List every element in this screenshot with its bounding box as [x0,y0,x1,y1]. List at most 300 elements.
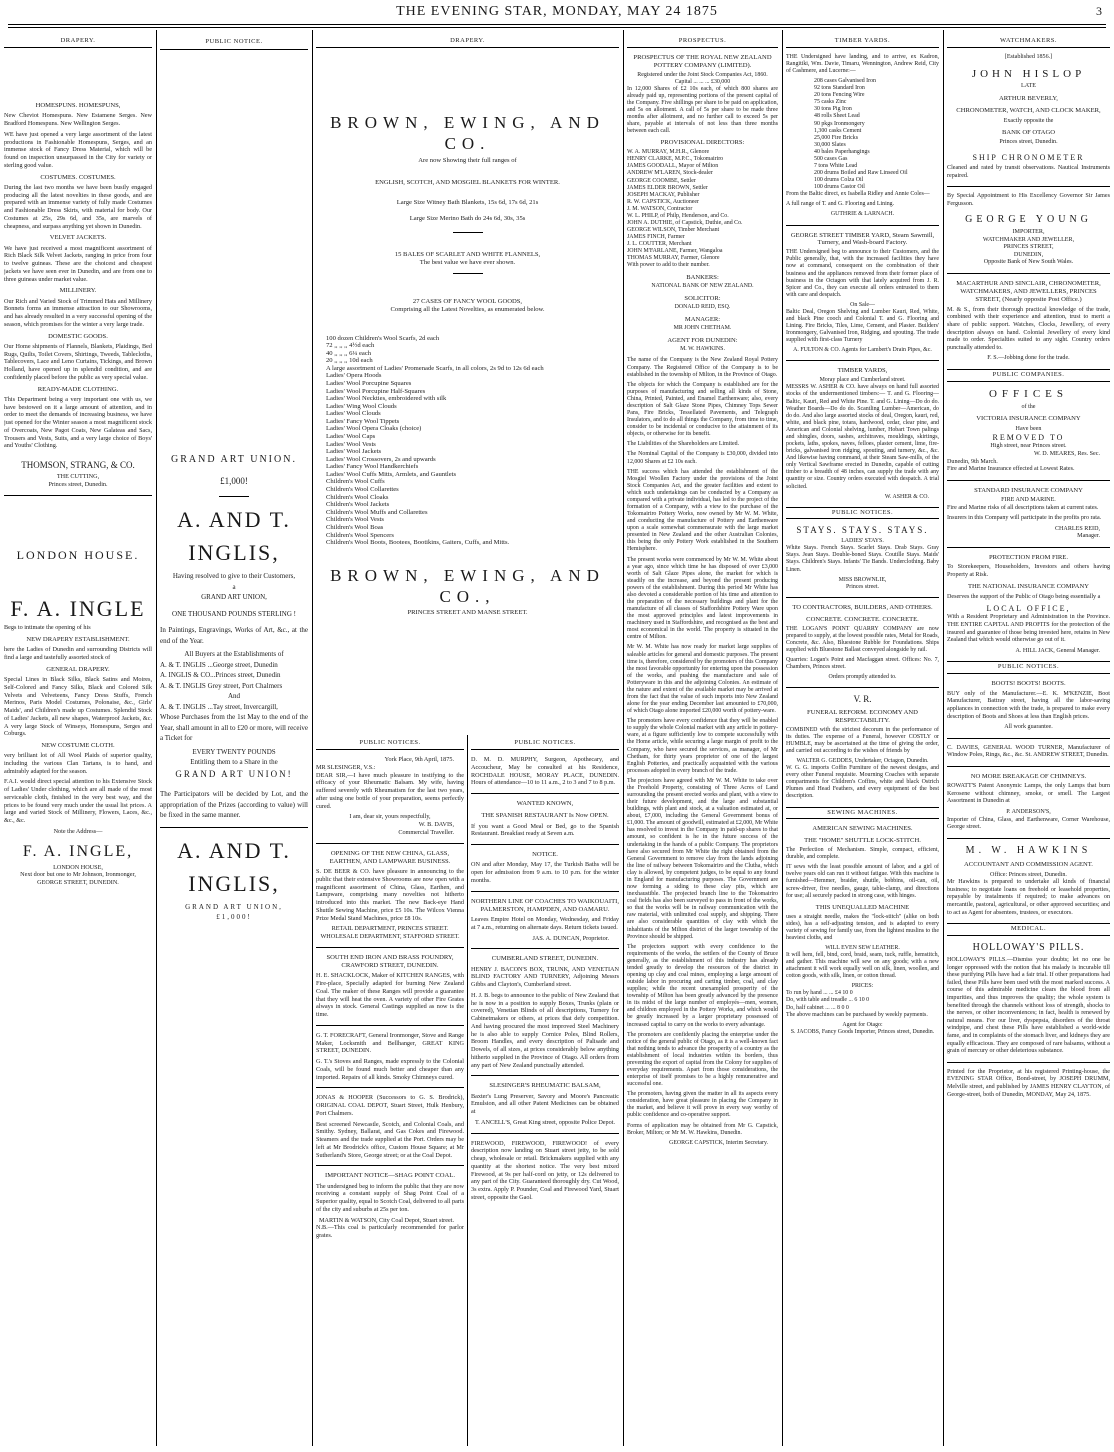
ad-body: G. T.'s Stoves and Ranges, made expressly to the Colonial Coals, will be found much better and cheaper than any imported. Repairs of all kinds. Smoky Chimneys cured. [316,1058,464,1081]
ad-line: MR SLESINGER, V.S.: [316,763,376,771]
ad-title: 15 BALES OF SCARLET AND WHITE FLANNELS, [394,250,541,258]
ad-signature: JAS. A. DUNCAN, Proprietor. [532,934,609,942]
prospectus-paragraph: The promoters have every confidence that they will be enabled to supply the whole Colonial market with any article in pottery-ware, at a figure sufficiently low to compete successfully with the Home article, while securing a large margin of profit to the Company, who have secured the services, as manager, of Mr Chetham, for thirty years proprietor of one of the largest English Potteries, and practically acquainted with the various processes adopted in every branch of the trade. [627,718,778,774]
wool-goods-item: Ladies' Wool Jackets [326,448,382,456]
director-item: JOSEPH MACKAY, Publisher [627,191,700,198]
ad-body: To Storekeepers, Householders, Investors and others having Property at Risk. [947,564,1110,578]
ad-body: F.A.I. would direct special attention to his Extensive Stock of Ladies' Under clothing, which are all made of the most serviceable cloth, finished in the very best way, and the prices to be found very much under the usual list prices. A large and varied Stock of Millinery, Flowers, Laces, &c., &c., &c. [4,778,152,825]
column-divider [312,30,313,1446]
landing-item: 40 bales Paperhangings [814,148,870,155]
ad-title: AMERICAN SEWING MACHINES. [812,825,913,833]
column-drapery [4,36,152,1446]
ad-line: Large Size Merino Bath do 24s 6d, 30s, 35s [409,215,526,223]
ad-title: NO MORE BREAKAGE OF CHIMNEYS. [970,772,1087,780]
ad-title: MANAGER: [684,315,721,323]
ad-body: If you want a Good Meal or Bed, go to the Spanish Restaurant. Breakfast ready at Seven a.m. [471,822,619,838]
wool-goods-item: Children's Wool Cuffs [326,478,385,486]
wool-goods-item: 100 dozen Children's Wool Scarfs, 2d each [326,334,440,342]
ad-line: Princes street, Dunedin. [48,481,108,489]
ad-line: [Established 1856.] [1004,54,1053,61]
ad-line: Opposite Bank of New South Wales. [983,259,1074,266]
ad-title: AGENT FOR DUNEDIN: [667,336,738,344]
ad-body: M. & S., from their thorough practical knowledge of the trade, combined with their experience and attention, trust to merit a share of public support. Watches, Clocks, Jewellery, of every description always on hand. Colonial Jewellery of every kind made to order. Specialties suited to any sight. Country orders punctually attended to. [947,306,1110,351]
ad-line: Commercial Traveller. [398,828,454,836]
ad-title: GEORGE STREET TIMBER YARD, Steam Sawmill, Turnery, and Wash-board Factory. [790,231,935,247]
ad-line: IMPORTER, [1012,228,1045,235]
ad-title: COSTUMES. COSTUMES. [40,173,116,181]
ad-line: GEORGE STREET, DUNEDIN. [37,879,119,887]
ad-body: From the Baltic direct, ex Isabella Ridley and Annie Coles— [786,191,930,198]
ad-body: H. J. B. begs to announce to the public of New Zealand that he is now in a position to supply Boxes, Trunks (plain or covered), Venetian Blinds of all descriptions, Turnery for Cabinetmakers or others, at prices that defy competition. And having procured the most improved Steel Machinery he is also able to supply Cornice Poles, Blind Rollers, Broom Handles, and every description of Palisade and Dowels, of all sizes, at prices considerably below anything hitherto supplied in the Province of Otago. All orders from any part of New Zealand punctually attended. [471,991,619,1069]
prospectus-paragraph: The name of the Company is the New Zealand Royal Pottery Company. The Registered Office of the Company is to be established in the township of Milton, in the Province of Otago. [627,357,778,378]
column-watchmakers [947,36,1110,1446]
ad-title: PROTECTION FROM FIRE. [989,554,1068,562]
landing-item: 7 tons White Lead [814,162,858,169]
ad-title: CONCRETE. CONCRETE. CONCRETE. [806,615,919,623]
ad-body: Cleaned and rated by transit observations. Nautical Instruments repaired. [947,165,1110,179]
ad-body: Baxter's Lung Preserver, Savory and Moore's Pancreatic Emulsion, and all other Patent Medicines can be obtained at [471,1092,619,1116]
ad-line: Exactly opposite the [1003,117,1054,124]
ad-line: Having resolved to give to their Customers, [172,572,296,581]
ad-title: DOMESTIC GOODS. [48,332,108,340]
wool-goods-item: Ladies' Wool Vests [326,440,376,448]
royal-cipher: V. R. [853,694,872,705]
ad-body: THE Undersigned beg to announce to their Customers, and the Public generally, that, with the increased facilities they have now at command, consequent on the combination of their business and the appliances removed from their former place of business in the Octagon with that lately acquired from J. R. Spicer and Co., they can execute all orders entrusted to them with care and despatch. [786,249,939,298]
ad-line: Capital ... ... ... £30,000 [674,78,731,85]
ad-signature: CHARLES REID, [1054,525,1100,532]
ad-signature: P. ANDERSON'S, [1006,809,1051,816]
ad-title: GENERAL DRAPERY. [46,665,110,673]
ad-body: THE LOGAN'S POINT QUARRY COMPANY are now prepared to supply, at the lowest possible rates, Metal for Roads, Concrete, &c. Also, Bluestone Rubble for Foundations. Ships supplied with Bluestone Ballast conveyed alongside by rail. [786,625,939,653]
prospectus-paragraph: The promoters, having given the matter in all its aspects every consideration, have great pleasure in placing the Company in the market, and believe it will prove in every way worthy of public confidence and co-operative support. [627,1091,778,1119]
ad-title: READY-MADE CLOTHING. [37,385,119,393]
ad-line: DONALD REID, ESQ. [674,304,731,311]
wool-goods-item: 40 ,, ,, ,, 6¼ each [326,349,372,357]
ad-body: A full range of T. and G. Flooring and Lining. [786,201,895,208]
wool-goods-item: Children's Wool Muffs and Collarettes [326,508,428,516]
advertiser-name: BROWN, EWING, AND CO. [330,113,605,154]
ad-body: JONAS & HOOPER (Successors to G. S. Brodrick), ORIGINAL COAL DEPOT, Stuart Street, Hulk Henbury, Port Chalmers. [316,1094,464,1117]
ad-line: LATE [1021,83,1036,90]
price-item: Do, half cabinet ... ... 8 0 0 [786,1004,849,1011]
ad-body: Leaves Empire Hotel on Monday, Wednesday, and Friday at 7 a.m., returning on alternate days. Return tickets issued. [471,916,619,931]
director-item: JAMES FINCH, Farmer [627,234,685,241]
ad-body: The Participators will be decided by Lot, and the appropriation of the Prizes (according to value) will be fixed in the same manner. [160,790,308,820]
ad-title: VICTORIA INSURANCE COMPANY [976,415,1081,423]
ad-title: SLESINGER'S RHEUMATIC BALSAM, [489,1082,601,1090]
masthead [8,0,1106,34]
wool-goods-item: 72 ,, ,, ,, 4½d each [326,342,375,350]
column-public-notices-a [316,738,464,1446]
ad-title: BANK OF OTAGO [1002,129,1055,137]
ad-body: IT sews with the least possible amount of labor, and a girl of twelve years old can run it without fatigue. With this machine is furnished—Hemmer, braider, shuttle, bobbins, oil-can, oil, screw-driver, five needles, gauge, table-clamp, and directions for use; all securely packed in strong case, with hinges. [786,864,939,899]
ad-body: Baltic Deal, Oregon Shelving and Lumber Kauri, Red, White, and black Pine cooch and Colonial T. and G. Flooring and Lining. Fire Bricks, Tiles, Lime, Cement, and Plaster. Builders' Ironmongery, Galvanised Iron, Ridging, and spouting. The trade supplied with first-class Turnery [786,308,939,344]
wool-goods-item: Ladies' Wool Cuffs Mitts, Armlets, and Gauntlets [326,470,457,478]
landing-item: 30,000 Slates [814,141,846,148]
ad-line: A. & T. INGLIS ...Tay street, Invercargill, [160,702,278,711]
column-brown-ewing [316,36,619,732]
section-header: MEDICAL. [947,923,1110,936]
wool-goods-item: Children's Wool Vests [326,516,384,524]
ad-line: PRINCES STREET, [1003,244,1054,251]
ad-signature: GEORGE CAPSTICK, Interim Secretary. [669,1139,768,1146]
ad-body: During the last two months we have been busily engaged producing all the latest novelties in these goods, and are prepared with an immense variety of fully made Costumes and Fashionable Dress Skirts, with material for body. Our Costumes at 25s, 29s 6d, and 35s, are marvels of cheapness, and surpass anything yet shown in Dunedin. [4,183,152,230]
landing-item: 208 cases Galvanised Iron [814,78,876,85]
ad-line: Agent for Otago: [842,1021,883,1028]
ad-signature: MISS BROWNLIE, [838,576,887,583]
ad-line: Orders promptly attended to. [828,674,897,681]
landing-item: 100 drums Castor Oil [814,184,865,191]
section-header: WATCHMAKERS. [947,36,1110,48]
wool-goods-item: Ladies' Wool Neckties, embroidered with silk [326,395,447,403]
ad-line: Next door but one to Mr Johnson, Ironmonger, [20,871,136,879]
section-header: DRAPERY. [4,36,152,48]
ad-title: MILLINERY. [59,287,97,295]
ad-title: NEW DRAPERY ESTABLISHMENT. [26,636,130,644]
ad-subtitle: New Cheviot Homespuns. New Estamene Serges. New Bradford Homespuns. New Wellington Serges. [4,112,152,128]
ad-line: EVERY TWENTY POUNDS [192,747,276,756]
ad-body: Whose Purchases from the 1st May to the end of the Year, shall amount in all to £20 or more, will receive a Ticket for [160,713,308,743]
ad-line: LONDON HOUSE, [53,863,103,871]
ad-line: York Place, 9th April, 1875. [384,756,454,764]
ad-title: LONDON HOUSE. [16,547,140,562]
ad-title: ARTHUR BEVERLY, [999,95,1058,103]
ad-title: THIS UNEQUALLED MACHINE [815,903,910,911]
wool-goods-item: Children's Wool Cloaks [326,493,389,501]
prospectus-paragraph: The present works were commenced by Mr W. M. White about a year ago, since which time he has disposed of over £3,000 worth of Salt Glaze Pipes alone, the market for which is steadily on the increase, and beyond the present producing powers of the establishment. During this period Mr White has also devoted a considerable portion of his time and attention to the preparation of the necessary buildings and plant for the manufacture of all classes of Staffordshire Pottery Ware upon the most approved principles and latest improvements in machinery used in Staffordshire, and recognised as the best and most economical in the world. The property is situated in the centre of Milton. [627,556,778,641]
advertiser-name: F. A. INGLE [10,595,146,621]
ad-body: Insurers in this Company will participate in the profits pro rata. [947,515,1102,522]
ad-line: MR JOHN CHETHAM. [673,325,732,332]
ad-line: A. INGLIS & CO...Princes street, Dunedin [160,671,281,680]
column-public-notice [160,36,308,1446]
ad-body: MESSRS W. ASHER & CO. have always on hand full assorted stocks of the undermentioned timbers:— T. and G. Flooring—Baltic, Kauri, Red and White Pine. T. and G. Lining—Do do do. Weather Boards—Do do do. Scantling Lumber—American, do do do. And also large assorted stocks of deal, Oregon, kauri, red, white, and black pine, totara, hardwood, cedar, clear pine, and American and Colonial shelving, lumber, Hobart Town palings and shingles, doors, sashes, architraves, mouldings, skirtings, pockets, laths, spokes, naves, felloes, plaster cement, lime, fire-bricks, galvanised iron ridging, spouting, and turnery, &c., &c. And likewise having command, at their Steam Saw-mills, of the only Vertical Sawframe erected in Dunedin, capable of cutting timber to a breadth of 48 inches, can supply the trade with any quantity or size. Country orders executed with despatch. A trial solicited. [786,384,939,490]
ad-title: SHIP CHRONOMETER [972,153,1085,163]
landing-item: 500 cases Gas [814,155,848,162]
ad-title: OPENING OF THE NEW CHINA, GLASS, EARTHEN, AND LAMPWARE BUSINESS. [329,849,451,865]
ad-line: THE CUTTING, [56,473,100,481]
advertiser-name: A. AND T. INGLIS, [177,837,291,896]
section-header: PUBLIC NOTICE. [160,36,308,50]
director-item: GEORGE WILSON, Timber Merchant [627,227,720,234]
ad-line: Comprising all the Latest Novelties, as enumerated below. [390,306,545,314]
wool-goods-item: Ladies' Wool Opera Cloaks (choice) [326,425,422,433]
landing-item: 92 tons Standard Iron [814,85,865,92]
ad-body: BUY only of the Manufacturer.—E. K. M'KENZIE, Boot Manufacturer, Battray street, having all the labor-saving appliances in connection with the trade, is prepared to make every description of Boots and Shoes at less than English prices. [947,690,1110,720]
ad-line: WILL EVEN SEW LEATHER. [825,944,900,951]
prospectus-paragraph: THE success which has attended the establishment of the Mosgiel Woollen Factory under the provisions of the Joint Stock Companies Act, and the greater facilities and extent to which such undertakings can be conducted by a Company as compared with a private individual, has led to the project of the formation of a Company, with a view to the purchase of the Tokomairiro Pottery Works, now owned by Mr W. M. White, and conducting the manufacture of Pottery and Earthenware upon a scale somewhat commensurate with the large market presented in New Zealand and the other Australian Colonies, this being the only Pottery Work established in the Southern Hemisphere. [627,468,778,553]
ad-signature: W. ASHER & CO. [884,493,929,500]
imprint: Printed for the Proprietor, at his registered Printing-house, the EVENING STAR Office, Bond-street, by JOSEPH DRUMM, Melville street, and published by JAMES HENRY CLAYTON, of George-street, both of Dunedin, MONDAY, May 24, 1875. [947,1068,1110,1098]
ad-title: CHRONOMETER, WATCH, AND CLOCK MAKER, [956,107,1101,115]
director-item: JOHN A. DUTHIE, of Capstick, Duthie, and Co. [627,220,743,226]
ad-line: GRAND ART UNION, [185,902,283,911]
ad-title: PROVISIONAL DIRECTORS: [660,139,745,147]
ad-title: PROSPECTUS OF THE ROYAL NEW ZEALAND POTTERY COMPANY (LIMITED). [633,53,772,69]
prospectus-body [627,357,778,1136]
ad-body: In 12,000 Shares of £2 10s each, of which 800 shares are already paid up, representing portions of the present capital of the Company. Five shillings per share to be paid on application, and 5s on allotment. A call of 5s per share to be made three months after allotment, and no further call to exceed 5s per share, payable at intervals of not less than three months between each call. [627,85,778,135]
ad-title: THE NATIONAL INSURANCE COMPANY [968,583,1089,591]
director-item: W. A. MURRAY, M.H.R., Glenore [627,149,710,156]
ad-line: High street, near Princes street. [990,443,1067,450]
ad-title: HOMESPUNS. HOMESPUNS, [35,102,121,110]
ad-title: IMPORTANT NOTICE—SHAG POINT COAL. [325,1172,455,1180]
ad-title: ENGLISH, SCOTCH, AND MOSGIEL BLANKETS FOR WINTER. [375,178,560,186]
ad-line: PRICES: [851,983,874,990]
prospectus-paragraph: The Liabilities of the Shareholders are Limited. [627,441,740,448]
ad-line: GRAND ART UNION, [201,593,267,602]
wool-goods-item: A large assortment of Ladies' Promenade Scarfs, in all colors, 2s 9d to 12s 6d each [326,364,544,372]
ad-body: WE have just opened a very large assortment of the latest productions in Fashionable Homespuns, Serges, and an immense stock of Fancy Dress Material, which will be found on inspection unsurpassed in the City for variety or sterling good value. [4,130,152,169]
prospectus-paragraph: Forms of application may be obtained from Mr G. Capstick, Broker, Milton; or Mr M. W. Hawkins, Dunedin. [627,1122,778,1136]
landing-item: 1,300 casks Cement [814,127,862,134]
ad-title: LOCAL OFFICE, [986,604,1071,614]
ad-body: Quarries: Logan's Point and Macfaggan street. Offices: No. 7, Chambers, Princes street. [786,656,939,670]
ad-title: STANDARD INSURANCE COMPANY [974,486,1083,494]
ad-title: SOLICITOR: [684,294,721,302]
director-item: JOHN M'FARLANE, Farmer, Wangaloa [627,248,723,255]
ad-title: THE SPANISH RESTAURANT Is Now OPEN. [481,812,609,820]
ad-body: H. E. SHACKLOCK, Maker of KITCHEN RANGES, with Fire-place, Specially adapted for burning New Zealand Coal. The maker of these Ranges will provide a guarantee that they will heat the oven. A variety of other Fire Grates always in stock. General Castings supplied as now is the time. [316,972,464,1019]
ad-signature: T. ANCELL'S, Great King street, opposite Police Depot. [474,1118,616,1126]
ad-line: GRAND ART UNION! [175,768,293,779]
ad-title: NEW COSTUME CLOTH. [41,742,115,749]
ad-title: 27 CASES OF FANCY WOOL GOODS, [412,298,523,306]
column-timber-yards [786,36,939,1446]
ad-line: Princes street. [845,583,880,590]
ad-signature: A. FULTON & CO. Agents for Lambert's Drain Pipes, &c. [793,347,932,354]
ad-line: The best value we have ever shown. [419,258,516,266]
ad-body: Our Rich and Varied Stock of Trimmed Hats and Millinery Bonnets forms an immense attraction to our Showrooms, and has already resulted in a very successful opening of the season, which promises for the winter a very large trade. [4,297,152,328]
landing-list [814,78,939,191]
directors-list [627,149,778,269]
prospectus-paragraph: The promoters are confidently placing the enterprise under the notice of the general public of Otago, as it is a well-known fact that nothing tends to advance the prosperity of a country as the establishment of local industries within its borders, thus preventing the export of capital from the Colony for supplies of everyday requirements. Apart from those considerations, the enterprise of itself promises to be a highly remunerative and successful one. [627,1031,778,1088]
director-item: HENRY CLARKE, M.P.C., Tokomairiro [627,156,724,163]
ad-body: COMBINED with the strictest decorum in the performance of its duties. The expense of a Funeral, however COSTLY or HUMBLE, may be ascertained at the time of giving the order, and carried out according to the wishes of friends by [786,726,939,754]
ad-line: a [232,582,236,591]
ad-line: A. & T. INGLIS Grey street, Port Chalmers [160,681,283,690]
wool-goods-item: Ladies' Fancy Wool Handkerchiefs [326,463,419,471]
ad-line: LADIES' STAYS. [841,538,884,545]
ad-body: We have just received a most magnificent assortment of Rich Black Silk Velvet Jackets, ranging in price from four to twelve guineas. These are the choicest and cheapest jackets we have seen ever in Dunedin, and are from one to three guineas under market value. [4,244,152,283]
ad-body: W. G. G. imports Coffin Furniture of the newest designs, and every other Funeral requisite. Mourning Coaches with separate compartments for Children's Coffins, white and black Ostrich Plumes and Head Feathers, and every equipment of the best description. [786,765,939,800]
ad-line: PRINCES STREET AND MANSE STREET. [407,609,528,617]
ad-line: On Sale— [850,301,875,308]
ad-title: ACCOUNTANT AND COMMISSION AGENT. [964,861,1093,869]
ad-body: White Stays. French Stays. Scarlet Stays. Drab Stays. Gray Stays. Jean Stays. Double-boned Stays. Coutille Stays. Maids' Stays. Children's Stays. Infants' Tie Bands. Underclothing. Baby Linen. [786,545,939,573]
ad-line: Are now Showing their full ranges of [418,156,517,164]
ad-body: THE Undersigned have landing, and to arrive, ex Kadron, Rangitiki, Wm. Davie, Timaru, Wennington, Andrew Reid, City of Cashmere, and Lucerne:— [786,53,939,74]
ad-line: Manager. [1077,533,1100,540]
landing-item: 90 pkgs Ironmongery [814,120,865,127]
ad-signature: W. D. MEARES, Res. Sec. [1034,450,1100,457]
advertiser-name: GEORGE YOUNG [965,214,1092,226]
section-header: PUBLIC NOTICES. [947,661,1110,674]
section-header: PUBLIC NOTICES. [786,507,939,520]
wool-goods-list [326,335,619,547]
ad-body: Special Lines in Black Silks, Black Satins and Moires, Self-Colored and Fancy Silks, Black and Colored Silk Velvets and Velveteens, Fancy Dress Stuffs, French Merinos, Paris Model Costumes, Polonaise, &c., Girls' Maids', and Children's made up Costumes. Splendid Stock of Ladies' Jackets, all new shapes, Waterproof Jackets, &c. A very large Stock of Winseys, Homespuns, Serges and Coburgs. [4,676,152,738]
ad-signature: GUTHRIE & LARNACH. [830,211,895,218]
ad-body: D. M. D. MURPHY, Surgeon, Apothecary, and Accoucheur, May be consulted at his Residence, ROCHDALE HOUSE, MORAY PLACE, DUNEDIN. Hours of attendance—10 to 11 a.m., 2 to 3 and 7 to 8 p.m. [471,756,619,787]
ad-body: uses a straight needle, makes the "lock-stitch" (alike on both sides), has a self-adjusting tension, and is adapted to every variety of sewing for family use, from the lightest muslins to the heaviest cloths, and [786,913,939,941]
ad-body: HOLLOWAY'S PILLS.—Dismiss your doubts; let no one be longer oppressed with the notion that his malady is incurable till these purifying Pills have had a fair trial. If other preparations had failed, these Pills have been used with the most marked success. A course of this admirable medicine clears the blood from all impurities, and thus improves the quality; the whole system is benefited through the channels without loss of strength, shocks to the nerves, or other inconveniences; in fact, health is renewed by natural means. For our liver, dyspepsia, disorders of the throat windpipe, and chest these Pills have established a world-wide fame, and in complaints of the stomach liver, and kidneys they are equally efficacious. They are composed of rare balsams, without a grain of mercury or other deleterious substance. [947,956,1110,1055]
ad-signature: A. HILL JACK, General Manager. [1015,647,1100,654]
wool-goods-item: Ladies' Wool Porcupine Half-Squares [326,387,426,395]
director-item: THOMAS MURRAY, Farmer, Glenore [627,255,720,262]
prospectus-paragraph: Mr W. M. White has now ready for market large supplies of saleable articles for general and domestic purposes. The present time is, therefore, considered by the promoters of this Company the most favorable opportunity for entering upon the possession of the works, and pushing the manufacture and sale of Potteryware in this and the adjoining Colonies. An estimate of the nature and extent of the available market may be arrived at from the fact that the value of such imports into New Zealand alone for the year ending December last amounted to £70,000, of which Otago alone imported £20,000 worth of pottery-ware. [627,644,778,715]
ad-body: Best screened Newcastle, Scotch, and Colonial Coals, and Smithy. Sydney, Ballarat, and Gas Cokes and Firewood. Steamers and the trade supplied at the Port. Orders may be left at Mr Brodrick's office, Custom House Square; at Mr Sutherland's Store, George street; or at the Coal Depot. [316,1120,464,1159]
price-item: Do, with table and treadle ... 6 10 0 [786,997,870,1004]
ad-signature: WALTER G. GEDDES, Undertaker, Octagon, Dunedin. [796,758,929,765]
ad-line: Entitling them to a Share in the [190,758,278,767]
column-divider [623,30,624,1446]
ad-signature: S. JACOBS, Fancy Goods Importer, Princes street, Dunedin. [790,1028,935,1035]
column-divider [782,30,783,1446]
ad-title: NOTICE. [532,851,558,859]
prospectus-paragraph: The Nominal Capital of the Company is £30,000, divided into 12,000 Shares at £2 10s each. [627,451,778,465]
ad-title: REMOVED TO [992,433,1065,443]
price-item: To run by hand ... ... £4 10 0 [786,990,853,997]
wool-goods-item: Ladies' Wool Porcupine Squares [326,379,412,387]
section-header: DRAPERY. [316,36,619,48]
ad-title: WANTED KNOWN, [516,800,574,808]
wool-goods-item: Children's Wool Boas [326,523,384,531]
wool-goods-item: Children's Wool Jackets [326,501,390,509]
ad-body: FIREWOOD, FIREWOOD, FIREWOOD! of every description now landing on Stuart street jetty, to be sold cheap, wholesale or retail. Brickmakers supplied with any quantity at the shortest notice. The very best mixed Firewood, at 9s per half-cord on jetty, or 12s delivered to any part of the City. Guaranteed thoroughly dry. Cut Wood, 3s extra. Apply P. Pounder, Coal and Firewood Yard, Stuart street, opposite the Gaol. [471,1139,619,1201]
landing-item: 200 drums Boiled and Raw Linseed Oil [814,170,908,177]
section-header: TIMBER YARDS. [786,36,939,48]
ad-body: The Perfection of Mechanism. Simple, compact, efficient, durable, and complete. [786,847,939,861]
ad-body: In Paintings, Engravings, Works of Art, &c., at the end of the Year. [160,626,308,645]
ad-body: With a Resident Proprietary and Administration in the Province. THE ENTIRE CAPITAL AND PROFITS for the protection of the insured and guarantee of those being invested here, retains in New Zealand that which would otherwise go out of it. [947,614,1110,644]
ad-body: C. DAVIES, GENERAL WOOD TURNER, Manufacturer of Window Poles, Rings, &c., &c. St. ANDREW STREET, Dunedin. [947,744,1110,759]
advertiser-name: A. AND T. INGLIS, [177,507,291,566]
ad-line: RETAIL DEPARTMENT, PRINCES STREET. WHOLESALE DEPARTMENT, STAFFORD STREET. [320,925,460,941]
landing-item: 100 drums Colza Oil [814,177,864,184]
column-public-notices-b [471,738,619,1446]
ad-body: It will hem, fell, bind, cord, braid, seam, tuck, ruffle, hemstitch, and gather. This machine will sew on any goods; with a new attachment it will work equally well on silk, linen, woollen, and cotton goods, with silk, linen, or cotton thread. [786,952,939,980]
ad-line: All work guarantee. [1004,724,1053,731]
advertiser-name: F. A. INGLE, [22,842,134,860]
ad-line: Registered under the Joint Stock Companies Act, 1860. [637,71,768,78]
advertiser-name: JOHN HISLOP [971,67,1086,80]
section-header: SEWING MACHINES. [786,807,939,820]
ad-line: Large Size Witney Bath Blankets, 15s 6d, 17s 6d, 21s [396,199,539,207]
ad-title: STAYS. STAYS. STAYS. [796,525,929,536]
ad-line: Note the Address— [53,827,103,835]
wool-goods-item: Ladies' Wool Crossovers, 2s and upwards [326,455,436,463]
ad-title: BOOTS! BOOTS! BOOTS. [991,680,1066,688]
ad-line: Dunedin, 9th March. [947,458,998,465]
ad-body: HENRY J. BACON'S BOX, TRUNK, AND VENETIAN BLIND FACTORY AND TURNERY, Adjoining Messrs Gibbs and Clayton's, Cumberland street. [471,965,619,989]
wool-goods-item: Ladies' Opera Hoods [326,372,382,380]
ad-body: The above machines can be purchased by weekly payments. [786,1011,928,1018]
ad-title: FUNERAL REFORM. ECONOMY AND RESPECTABILITY. [807,708,918,724]
section-header: PUBLIC NOTICES. [471,738,619,750]
section-header: PUBLIC COMPANIES. [947,369,1110,382]
column-divider [156,30,157,1446]
director-item: J. L. COUTTER, Merchant [627,241,692,248]
section-header: PROSPECTUS. [627,36,778,48]
ad-body: Importer of China, Glass, and Earthenware, Corner Warehouse, George street. [947,816,1110,831]
advertiser-name: M. W. HAWKINS [965,844,1092,856]
ad-line: of the [1021,403,1036,410]
ad-body: Fire and Marine risks of all descriptions taken at current rates. [947,504,1099,511]
landing-item: 75 casks Zinc [814,99,847,106]
director-item: ANDREW M'LAREN, Stock-dealer [627,170,713,177]
ad-line: M. W. HAWKINS. [680,346,725,353]
ad-body: ROWATT'S Patent Anonymic Lamps, the only Lamps that burn Kerosene without chimney, smoke, or smell. The Largest Assortment in Dunedin at [947,783,1110,805]
ad-title: NORTHERN LINE OF COACHES TO WAIKOUAITI, PALMERSTON, HAMPDEN, AND OAMARU. [471,897,619,913]
prize-amount: £1,000! [220,475,248,486]
ad-line: I am, dear sir, yours respectfully, [349,813,431,821]
ad-body: ON and after Monday, May 17, the Turkish Baths will be open for admission from 9 a.m. to 10 p.m. for the winter months. [471,861,619,884]
column-divider [943,30,944,1446]
director-item: R. W. CAPSTICK, Auctioneer [627,198,699,205]
ad-line: WATCHMAKER AND JEWELLER, [982,236,1075,243]
ad-line: Have been [1015,425,1042,432]
wool-goods-item: Ladies' Wool Caps [326,433,376,441]
ad-title: TO CONTRACTORS, BUILDERS, AND OTHERS. [792,603,933,611]
ad-title: OFFICES [988,388,1069,401]
ad-body: Mr Hawkins is prepared to undertake all kinds of financial business; to negotiate loans on freehold or leasehold properties, repayable by instalments if required; to make advances on mercantile, pastoral, agricultural, or other approved securities; and to act as Agent for absentees, trustees, or executors. [947,879,1110,916]
ad-line: F. S.—Jobbing done for the trade. [987,355,1070,362]
ad-body: The undersigned beg to inform the public that they are now receiving a constant supply of Shag Point Coal of a Superior quality, equal to Scotch Coal, delivered to all parts of the city and suburbs at 25s per ton. [316,1182,464,1213]
director-item: With power to add to their number. [627,262,710,269]
ad-signature: W. B. DAVIS, [418,821,454,829]
wool-goods-item: Children's Wool Spencers [326,531,394,539]
page-number: 3 [1096,4,1102,18]
wool-goods-item: Children's Wool Collarettes [326,486,399,494]
ad-title: THE "HOME" SHUTTLE LOCK-STITCH. [804,837,921,845]
ad-body: DEAR SIR,—I have much pleasure in testifying to the efficacy of your Rheumatic Balsam. My wife, having suffered severely with Rheumatism for the last two years, after using one bottle of your preparation, seems perfectly cured. [316,771,464,810]
section-header: PUBLIC NOTICES. [316,738,464,750]
wool-goods-item: 20 ,, ,, ,, 10d each [326,357,373,365]
ad-body: By Special Appointment to His Excellency Governor Sir James Fergusson. [947,193,1110,207]
ad-title: CUMBERLAND STREET, DUNEDIN. [491,955,599,963]
ad-title: GRAND ART UNION. [171,453,297,465]
column-prospectus [627,36,778,1446]
prospectus-paragraph: The projectors support with every confidence to the requirements of the works, the settlers of the County of Bruce generally, as the establishment of this industry has already tended greatly to develop the resources of the district in opening up clay and coal mines, employing a large amount of outside labor in procuring and carting timber, coal, and clay supplies; while the recent unexampled prosperity of the township of Milton has been greatly advanced by the presence in its midst of the large number of employés—men, women, and children employed in the Pottery Works, and which would be greatly increased by a larger proprietary possessed of increased capital to carry on the works to every advantage. [627,943,778,1028]
ad-body: Fire and Marine Insurance effected at Lowest Rates. [947,466,1075,473]
wool-goods-item: Ladies' Wool Clouds [326,410,381,418]
director-item: JAMES GOODALL, Mayor of Milton [627,163,719,170]
ad-title: TIMBER YARDS, [837,367,888,375]
ad-body: N.B.—This coal is particularly recommended for parlor grates. [316,1224,464,1240]
director-item: W. L. PHILP, of Philp, Henderson, and Co. [627,212,729,219]
newspaper-title: THE EVENING STAR, MONDAY, MAY 24 1875 [396,4,718,19]
ad-line: FIRE AND MARINE. [1001,496,1056,503]
ad-line: Moray place and Cumberland street. [819,377,906,384]
ad-line: NATIONAL BANK OF NEW ZEALAND. [651,283,754,290]
ad-line: ONE THOUSAND POUNDS STERLING ! [172,609,296,618]
ad-body: G. T. FORECRAFT, General Ironmonger, Stove and Range Maker, Locksmith and Bellhanger, GREAT KING STREET, DUNEDIN. [316,1031,464,1055]
landing-item: 48 rolls Sheet Lead [814,113,860,120]
ad-body: Deserves the support of the Public of Otago being essentially a [947,593,1101,600]
landing-item: 30 tons Pig Iron [814,106,852,113]
landing-item: 25,000 Fire Bricks [814,134,859,141]
ad-title: MACARTHUR AND SINCLAIR, CHRONOMETER, WATCHMAKERS, AND JEWELLERS, PRINCES STREET, (Nearly opposite Post Office.) [956,280,1101,304]
ad-body: very brilliant lot of All Wool Plaids of superior quality, including the various Clan Tartans, is to hand, and admirably adapted for the season. [4,752,152,775]
ad-body: S. DE BEER & CO. have pleasure in announcing to the public that their extensive Showrooms are now open with a magnificent assortment of China, Glass, Earthen, and Lampware, comprising many novelties not hitherto introduced into this market. The new Back-eye Hand Shuttle Sewing Machine, price £5 10s. The Wilcox Vienna Prize Medal Stand Machines, price £8 10s. [316,868,464,922]
column-divider [467,735,468,1446]
ad-title: SOUTH END IRON AND BRASS FOUNDRY, CRAWFORD STREET, DUNEDIN. [326,953,454,970]
prospectus-paragraph: The projectors have agreed with Mr W. M. White to take over the Freehold Property, consisting of Three Acres of Land surrounding the present erected works and plant, with a view to their future development, and the large and substantial buildings, with plant and stock, at a valuation estimated at, or about, £7,000, including the General Government bonus of £1,000. The amount of goodwill, estimated at £2,000, Mr White has resolved to invest in the Company in paid-up shares to that amount, so confident is he in the future success of the undertaking in the hands of a public Company. The proprietors have also secured from Mr White the right obtained from the General Government to remove clay from the lands adjoining the line of railway between Tokomairiro and the Clutha, which clay is allowed, by competent judges, to be equal to any found in England for manufacturing purposes. The Government are now forming a siding to these clay pits, which are inexhaustible. The projected branch line to the Tokomairiro coal fields has also been surveyed to pass in front of the works, so that the works will be in railway communication with the raw material, with unlimited coal supply, and shipping. There are also considerable quantities of clay with which the inhabitants of the Milton district of the larger township of the Province should be shipped. [627,777,778,940]
advertiser-name: THOMSON, STRANG, & CO. [21,460,135,471]
ad-title: BANKERS: [686,273,719,281]
ad-line: Office: Princes street, Dunedin. [990,871,1067,878]
ad-title: VELVET JACKETS. [49,234,107,242]
